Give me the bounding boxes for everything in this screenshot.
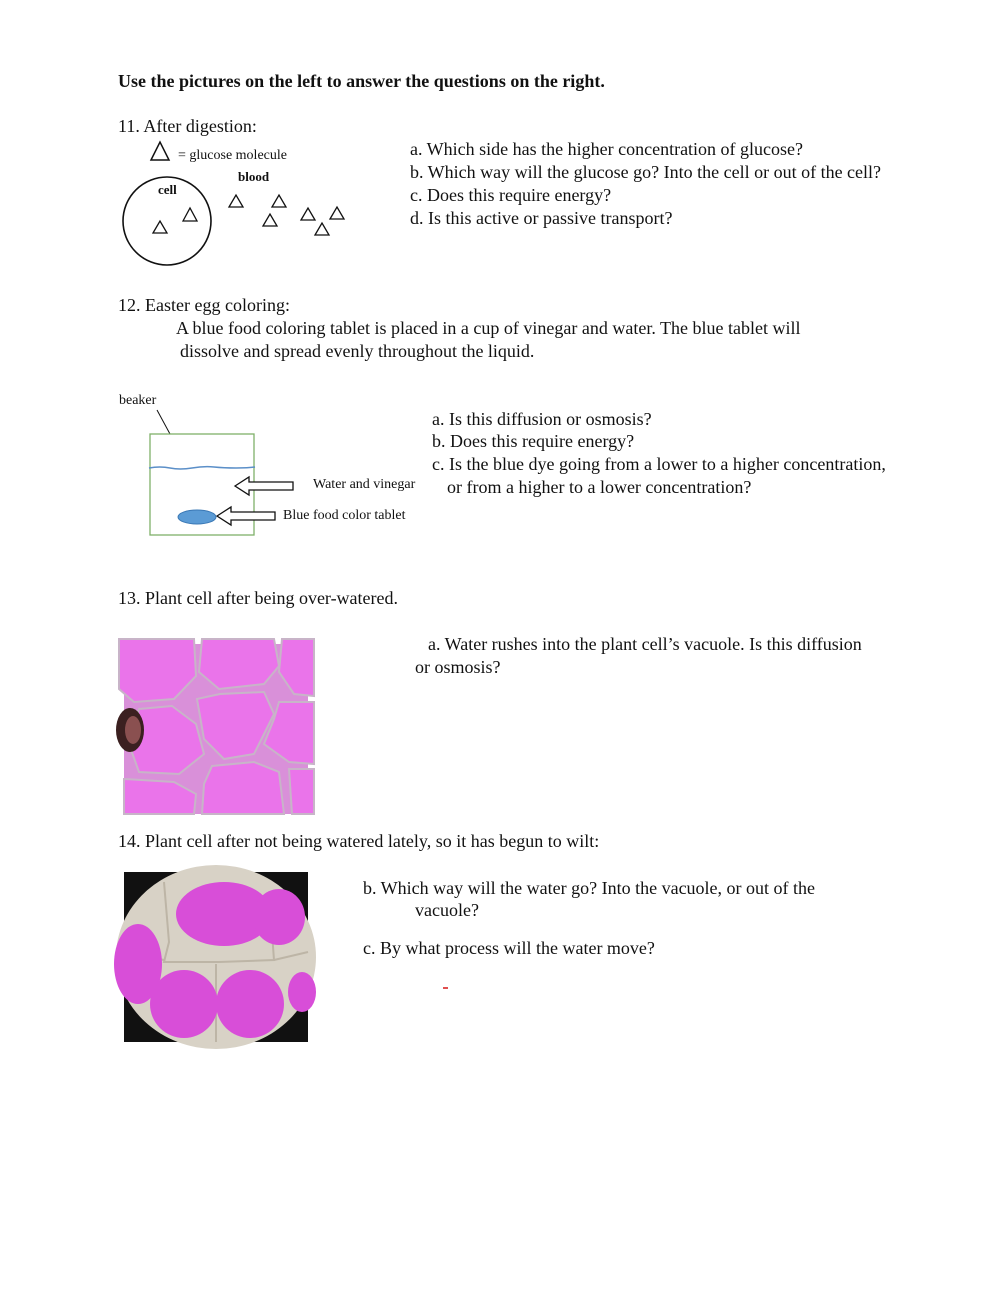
q12-question-c-cont: or from a higher to a lower concentration?: [447, 477, 752, 497]
q13-heading: [118, 588, 398, 609]
glucose-triangle-icon: [229, 195, 243, 207]
q12-description-line1: A blue food coloring tablet is placed in a cup of vinegar and water. The blue tablet will: [176, 318, 801, 338]
beaker-pointer-line: [157, 410, 170, 434]
overwatered-cell-photo: [124, 644, 308, 814]
q11-number: 11.: [118, 116, 140, 136]
blood-label: blood: [238, 169, 270, 184]
q11-questions: [410, 138, 881, 230]
q11-question-c: c. Does this require energy?: [410, 185, 612, 205]
cell-label: cell: [158, 182, 177, 197]
q14-question-c: c. By what process will the water move?: [363, 938, 655, 958]
q14-heading: [118, 831, 599, 852]
legend-triangle-icon: [151, 142, 169, 160]
q12-question-c: c. Is the blue dye going from a lower to a higher concentration,: [432, 454, 886, 474]
q11-title: After digestion:: [143, 116, 257, 136]
tablet-arrow-icon: [217, 507, 275, 525]
instructions-heading: Use the pictures on the left to answer the questions on the right.: [118, 71, 605, 91]
q12-question-b: b. Does this require energy?: [432, 431, 635, 451]
q11-question-d: d. Is this active or passive transport?: [410, 208, 673, 228]
glucose-triangle-icon: [153, 221, 167, 233]
q14-question-b-line1: b. Which way will the water go? Into the vacuole, or out of the: [363, 878, 816, 898]
q14-number: 14.: [118, 831, 141, 851]
beaker-label: beaker: [119, 393, 157, 408]
q12-number: 12.: [118, 295, 141, 315]
q13-question-a-line2: or osmosis?: [415, 657, 501, 677]
water-vinegar-label: Water and vinegar: [313, 477, 416, 492]
q13-question-a-line1: a. Water rushes into the plant cell’s vacuole. Is this diffusion: [428, 634, 862, 654]
glucose-triangle-icon: [263, 214, 277, 226]
q11-question-b: b. Which way will the glucose go? Into the cell or out of the cell?: [410, 162, 882, 182]
q12-question-a: a. Is this diffusion or osmosis?: [432, 409, 652, 429]
glucose-triangle-icon: [315, 223, 329, 235]
q12-description-line2: dissolve and spread evenly throughout the liquid.: [180, 341, 535, 361]
glucose-triangle-icon: [272, 195, 286, 207]
blue-tablet: [178, 510, 216, 524]
q13-number: 13.: [118, 588, 141, 608]
q12-heading: [118, 295, 290, 316]
water-surface-line: [149, 467, 255, 469]
glucose-triangle-icon: [330, 207, 344, 219]
q14-title: Plant cell after not being watered lately, so it has begun to wilt:: [145, 831, 600, 851]
glucose-triangle-icon: [183, 208, 197, 221]
wilted-cell-photo: [124, 872, 308, 1042]
red-mark: [443, 987, 448, 989]
tablet-label: Blue food color tablet: [283, 508, 406, 523]
glucose-triangle-icon: [301, 208, 315, 220]
q14-question-b-line2: vacuole?: [415, 900, 479, 920]
q11-heading: [118, 116, 257, 137]
q12-title: Easter egg coloring:: [145, 295, 290, 315]
q13-title: Plant cell after being over-watered.: [145, 588, 399, 608]
water-arrow-icon: [235, 477, 293, 495]
beaker-diagram: [140, 400, 440, 550]
glucose-legend-label: = glucose molecule: [178, 148, 287, 163]
q11-question-a: a. Which side has the higher concentration of glucose?: [410, 139, 804, 159]
